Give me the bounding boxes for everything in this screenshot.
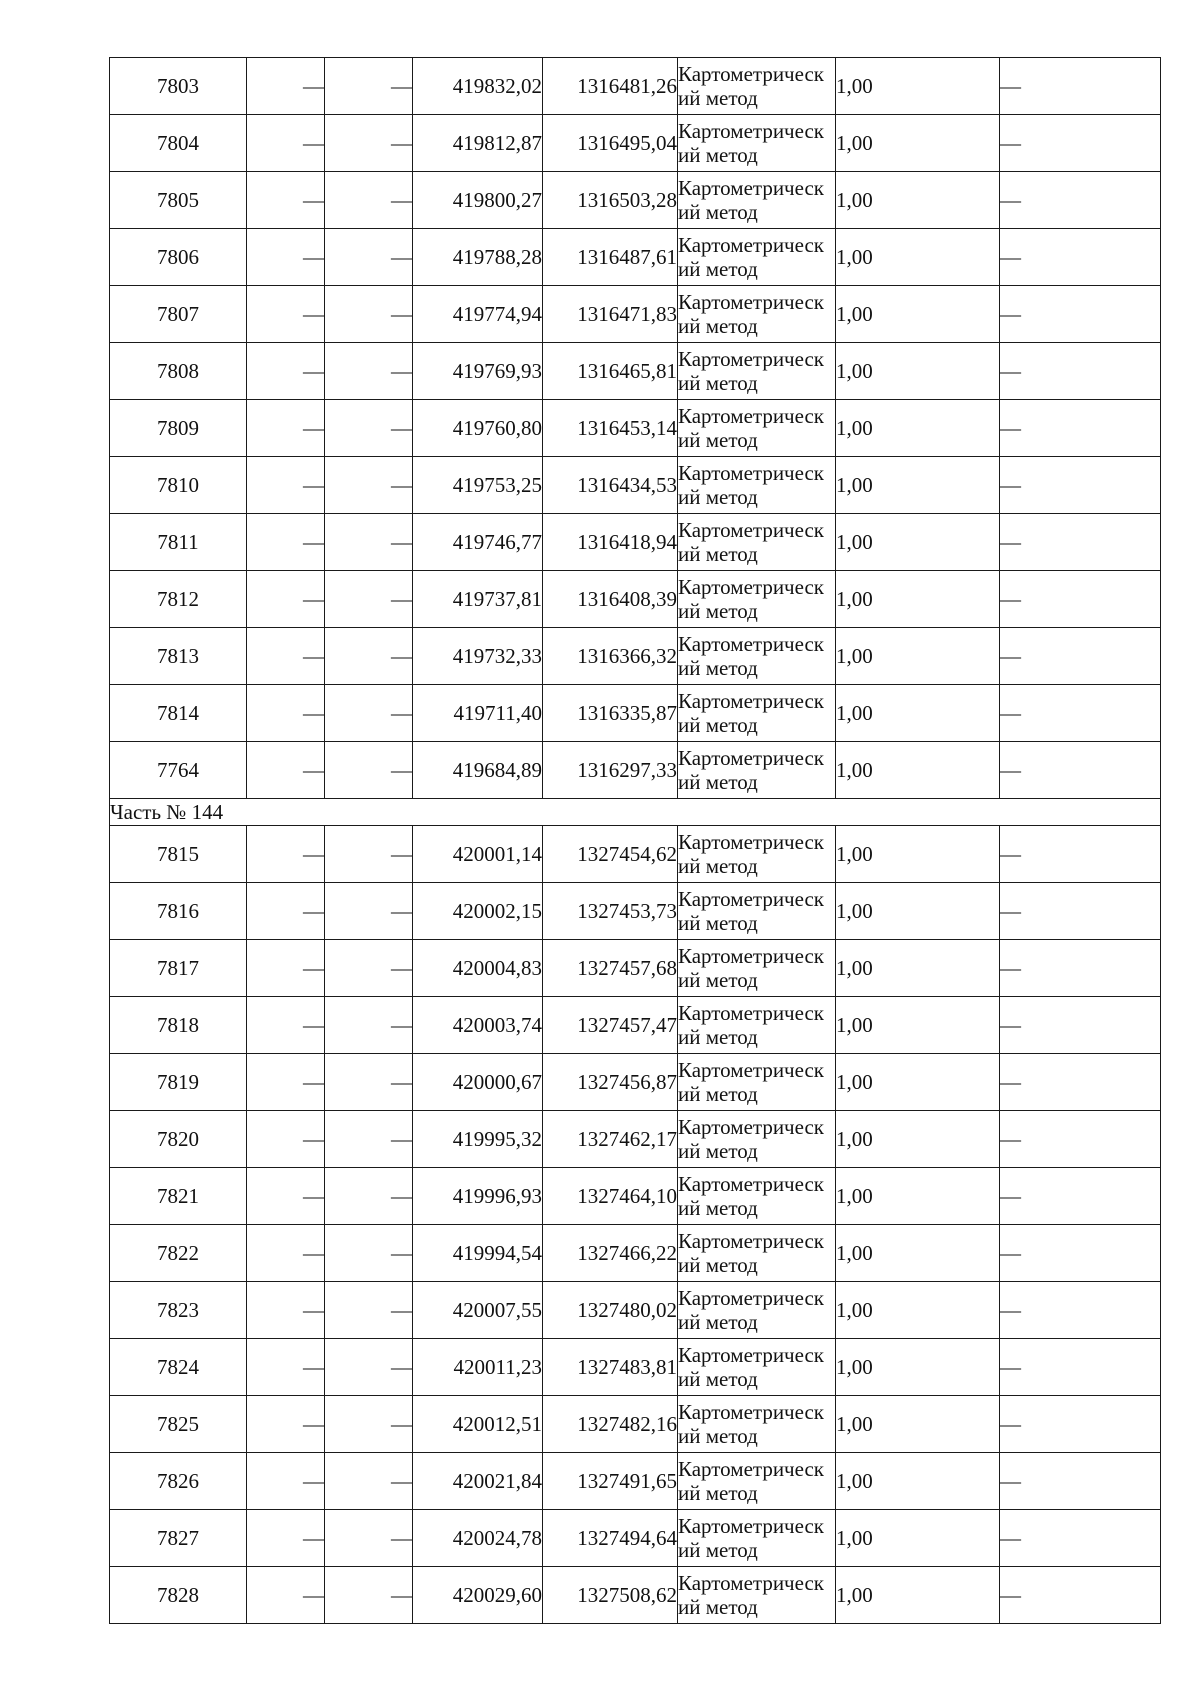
x-coordinate-cell: 420021,84 — [413, 1453, 543, 1510]
table-row — [110, 1453, 1161, 1510]
y-coordinate-cell: 1316366,32 — [543, 628, 678, 685]
dash-cell: — — [247, 1111, 325, 1168]
x-coordinate-cell: 420029,60 — [413, 1567, 543, 1624]
accuracy-cell: 1,00 — [836, 343, 1000, 400]
method-cell: Картометрический метод — [678, 883, 836, 940]
table-row — [110, 514, 1161, 571]
y-coordinate-cell: 1327457,47 — [543, 997, 678, 1054]
table-row — [110, 940, 1161, 997]
dash-cell: — — [325, 940, 413, 997]
method-cell: Картометрический метод — [678, 229, 836, 286]
point-number-cell: 7822 — [110, 1225, 247, 1282]
description-cell: — — [1000, 826, 1161, 883]
accuracy-cell: 1,00 — [836, 826, 1000, 883]
dash-cell: — — [247, 457, 325, 514]
x-coordinate-cell: 419684,89 — [413, 742, 543, 799]
method-cell: Картометрический метод — [678, 115, 836, 172]
accuracy-cell: 1,00 — [836, 400, 1000, 457]
dash-cell: — — [247, 172, 325, 229]
dash-cell: — — [247, 343, 325, 400]
point-number-cell: 7813 — [110, 628, 247, 685]
accuracy-cell: 1,00 — [836, 742, 1000, 799]
table-row — [110, 1510, 1161, 1567]
point-number-cell: 7808 — [110, 343, 247, 400]
point-number-cell: 7812 — [110, 571, 247, 628]
dash-cell: — — [247, 514, 325, 571]
point-number-cell: 7807 — [110, 286, 247, 343]
dash-cell: — — [325, 229, 413, 286]
dash-cell: — — [325, 685, 413, 742]
dash-cell: — — [247, 997, 325, 1054]
y-coordinate-cell: 1316453,14 — [543, 400, 678, 457]
point-number-cell: 7826 — [110, 1453, 247, 1510]
x-coordinate-cell: 420000,67 — [413, 1054, 543, 1111]
accuracy-cell: 1,00 — [836, 1567, 1000, 1624]
x-coordinate-cell: 420024,78 — [413, 1510, 543, 1567]
dash-cell: — — [247, 571, 325, 628]
description-cell: — — [1000, 58, 1161, 115]
y-coordinate-cell: 1327456,87 — [543, 1054, 678, 1111]
accuracy-cell: 1,00 — [836, 571, 1000, 628]
description-cell: — — [1000, 1054, 1161, 1111]
method-cell: Картометрический метод — [678, 1282, 836, 1339]
accuracy-cell: 1,00 — [836, 229, 1000, 286]
accuracy-cell: 1,00 — [836, 1453, 1000, 1510]
dash-cell: — — [247, 1168, 325, 1225]
dash-cell: — — [325, 1567, 413, 1624]
table-row — [110, 1054, 1161, 1111]
part-label: Часть № 144 — [110, 799, 1161, 826]
y-coordinate-cell: 1316503,28 — [543, 172, 678, 229]
x-coordinate-cell: 419994,54 — [413, 1225, 543, 1282]
x-coordinate-cell: 419832,02 — [413, 58, 543, 115]
dash-cell: — — [325, 883, 413, 940]
dash-cell: — — [247, 400, 325, 457]
method-cell: Картометрический метод — [678, 286, 836, 343]
dash-cell: — — [247, 1453, 325, 1510]
table-row — [110, 229, 1161, 286]
dash-cell: — — [325, 1054, 413, 1111]
method-cell: Картометрический метод — [678, 997, 836, 1054]
x-coordinate-cell: 420007,55 — [413, 1282, 543, 1339]
accuracy-cell: 1,00 — [836, 1396, 1000, 1453]
accuracy-cell: 1,00 — [836, 1225, 1000, 1282]
description-cell: — — [1000, 571, 1161, 628]
y-coordinate-cell: 1316481,26 — [543, 58, 678, 115]
point-number-cell: 7819 — [110, 1054, 247, 1111]
dash-cell: — — [247, 742, 325, 799]
table-row — [110, 628, 1161, 685]
description-cell: — — [1000, 400, 1161, 457]
table-row — [110, 1111, 1161, 1168]
method-cell: Картометрический метод — [678, 628, 836, 685]
dash-cell: — — [325, 628, 413, 685]
x-coordinate-cell: 420004,83 — [413, 940, 543, 997]
y-coordinate-cell: 1327482,16 — [543, 1396, 678, 1453]
table-row — [110, 343, 1161, 400]
dash-cell: — — [325, 457, 413, 514]
table-row — [110, 997, 1161, 1054]
y-coordinate-cell: 1327453,73 — [543, 883, 678, 940]
description-cell: — — [1000, 1282, 1161, 1339]
table-row — [110, 1567, 1161, 1624]
dash-cell: — — [247, 1567, 325, 1624]
table-row — [110, 1396, 1161, 1453]
method-cell: Картометрический метод — [678, 1453, 836, 1510]
accuracy-cell: 1,00 — [836, 628, 1000, 685]
description-cell: — — [1000, 1111, 1161, 1168]
description-cell: — — [1000, 997, 1161, 1054]
x-coordinate-cell: 419996,93 — [413, 1168, 543, 1225]
point-number-cell: 7818 — [110, 997, 247, 1054]
method-cell: Картометрический метод — [678, 58, 836, 115]
accuracy-cell: 1,00 — [836, 457, 1000, 514]
x-coordinate-cell: 419995,32 — [413, 1111, 543, 1168]
description-cell: — — [1000, 115, 1161, 172]
point-number-cell: 7827 — [110, 1510, 247, 1567]
y-coordinate-cell: 1327480,02 — [543, 1282, 678, 1339]
method-cell: Картометрический метод — [678, 1396, 836, 1453]
dash-cell: — — [247, 1282, 325, 1339]
method-cell: Картометрический метод — [678, 826, 836, 883]
coordinates-table — [109, 57, 1161, 1624]
method-cell: Картометрический метод — [678, 1339, 836, 1396]
x-coordinate-cell: 419800,27 — [413, 172, 543, 229]
point-number-cell: 7809 — [110, 400, 247, 457]
x-coordinate-cell: 420002,15 — [413, 883, 543, 940]
accuracy-cell: 1,00 — [836, 286, 1000, 343]
description-cell: — — [1000, 514, 1161, 571]
dash-cell: — — [325, 514, 413, 571]
point-number-cell: 7817 — [110, 940, 247, 997]
accuracy-cell: 1,00 — [836, 172, 1000, 229]
description-cell: — — [1000, 229, 1161, 286]
table-row — [110, 457, 1161, 514]
table-row — [110, 286, 1161, 343]
dash-cell: — — [325, 1225, 413, 1282]
dash-cell: — — [325, 1339, 413, 1396]
description-cell: — — [1000, 1339, 1161, 1396]
table-row — [110, 1225, 1161, 1282]
description-cell: — — [1000, 742, 1161, 799]
x-coordinate-cell: 419788,28 — [413, 229, 543, 286]
dash-cell: — — [247, 940, 325, 997]
accuracy-cell: 1,00 — [836, 514, 1000, 571]
y-coordinate-cell: 1327462,17 — [543, 1111, 678, 1168]
dash-cell: — — [325, 826, 413, 883]
table-row — [110, 1168, 1161, 1225]
x-coordinate-cell: 419732,33 — [413, 628, 543, 685]
y-coordinate-cell: 1327508,62 — [543, 1567, 678, 1624]
description-cell: — — [1000, 1567, 1161, 1624]
dash-cell: — — [325, 1168, 413, 1225]
point-number-cell: 7806 — [110, 229, 247, 286]
method-cell: Картометрический метод — [678, 940, 836, 997]
y-coordinate-cell: 1316418,94 — [543, 514, 678, 571]
accuracy-cell: 1,00 — [836, 115, 1000, 172]
description-cell: — — [1000, 457, 1161, 514]
table-row — [110, 571, 1161, 628]
point-number-cell: 7803 — [110, 58, 247, 115]
description-cell: — — [1000, 172, 1161, 229]
x-coordinate-cell: 419746,77 — [413, 514, 543, 571]
point-number-cell: 7825 — [110, 1396, 247, 1453]
description-cell: — — [1000, 883, 1161, 940]
dash-cell: — — [325, 400, 413, 457]
table-row — [110, 685, 1161, 742]
accuracy-cell: 1,00 — [836, 1168, 1000, 1225]
accuracy-cell: 1,00 — [836, 940, 1000, 997]
dash-cell: — — [247, 286, 325, 343]
y-coordinate-cell: 1327464,10 — [543, 1168, 678, 1225]
point-number-cell: 7820 — [110, 1111, 247, 1168]
method-cell: Картометрический метод — [678, 400, 836, 457]
point-number-cell: 7810 — [110, 457, 247, 514]
point-number-cell: 7821 — [110, 1168, 247, 1225]
table-row — [110, 1339, 1161, 1396]
y-coordinate-cell: 1316471,83 — [543, 286, 678, 343]
method-cell: Картометрический метод — [678, 343, 836, 400]
accuracy-cell: 1,00 — [836, 58, 1000, 115]
table-row — [110, 172, 1161, 229]
description-cell: — — [1000, 1396, 1161, 1453]
dash-cell: — — [325, 286, 413, 343]
dash-cell: — — [325, 115, 413, 172]
dash-cell: — — [325, 1111, 413, 1168]
point-number-cell: 7814 — [110, 685, 247, 742]
dash-cell: — — [325, 1282, 413, 1339]
y-coordinate-cell: 1316408,39 — [543, 571, 678, 628]
description-cell: — — [1000, 685, 1161, 742]
y-coordinate-cell: 1316335,87 — [543, 685, 678, 742]
table-row — [110, 742, 1161, 799]
description-cell: — — [1000, 1225, 1161, 1282]
description-cell: — — [1000, 628, 1161, 685]
y-coordinate-cell: 1316465,81 — [543, 343, 678, 400]
method-cell: Картометрический метод — [678, 1567, 836, 1624]
dash-cell: — — [247, 1339, 325, 1396]
accuracy-cell: 1,00 — [836, 1282, 1000, 1339]
y-coordinate-cell: 1316495,04 — [543, 115, 678, 172]
description-cell: — — [1000, 1510, 1161, 1567]
description-cell: — — [1000, 940, 1161, 997]
point-number-cell: 7823 — [110, 1282, 247, 1339]
part-header-row — [110, 799, 1161, 826]
dash-cell: — — [247, 1396, 325, 1453]
method-cell: Картометрический метод — [678, 571, 836, 628]
point-number-cell: 7804 — [110, 115, 247, 172]
accuracy-cell: 1,00 — [836, 1054, 1000, 1111]
accuracy-cell: 1,00 — [836, 1510, 1000, 1567]
point-number-cell: 7811 — [110, 514, 247, 571]
point-number-cell: 7805 — [110, 172, 247, 229]
x-coordinate-cell: 419769,93 — [413, 343, 543, 400]
method-cell: Картометрический метод — [678, 514, 836, 571]
dash-cell: — — [325, 343, 413, 400]
method-cell: Картометрический метод — [678, 742, 836, 799]
x-coordinate-cell: 419812,87 — [413, 115, 543, 172]
method-cell: Картометрический метод — [678, 1225, 836, 1282]
y-coordinate-cell: 1327454,62 — [543, 826, 678, 883]
dash-cell: — — [247, 115, 325, 172]
y-coordinate-cell: 1316434,53 — [543, 457, 678, 514]
dash-cell: — — [247, 58, 325, 115]
accuracy-cell: 1,00 — [836, 1111, 1000, 1168]
dash-cell: — — [325, 1510, 413, 1567]
method-cell: Картометрический метод — [678, 685, 836, 742]
point-number-cell: 7815 — [110, 826, 247, 883]
dash-cell: — — [247, 685, 325, 742]
dash-cell: — — [247, 883, 325, 940]
y-coordinate-cell: 1327483,81 — [543, 1339, 678, 1396]
point-number-cell: 7824 — [110, 1339, 247, 1396]
dash-cell: — — [325, 58, 413, 115]
table-row — [110, 400, 1161, 457]
accuracy-cell: 1,00 — [836, 1339, 1000, 1396]
table-row — [110, 58, 1161, 115]
y-coordinate-cell: 1316487,61 — [543, 229, 678, 286]
dash-cell: — — [247, 229, 325, 286]
dash-cell: — — [325, 742, 413, 799]
method-cell: Картометрический метод — [678, 1111, 836, 1168]
point-number-cell: 7764 — [110, 742, 247, 799]
description-cell: — — [1000, 1453, 1161, 1510]
accuracy-cell: 1,00 — [836, 883, 1000, 940]
y-coordinate-cell: 1327491,65 — [543, 1453, 678, 1510]
y-coordinate-cell: 1316297,33 — [543, 742, 678, 799]
method-cell: Картометрический метод — [678, 1054, 836, 1111]
method-cell: Картометрический метод — [678, 457, 836, 514]
x-coordinate-cell: 419774,94 — [413, 286, 543, 343]
point-number-cell: 7816 — [110, 883, 247, 940]
accuracy-cell: 1,00 — [836, 997, 1000, 1054]
dash-cell: — — [247, 1225, 325, 1282]
table-row — [110, 883, 1161, 940]
x-coordinate-cell: 419737,81 — [413, 571, 543, 628]
y-coordinate-cell: 1327457,68 — [543, 940, 678, 997]
x-coordinate-cell: 419711,40 — [413, 685, 543, 742]
description-cell: — — [1000, 343, 1161, 400]
table-row — [110, 826, 1161, 883]
x-coordinate-cell: 420011,23 — [413, 1339, 543, 1396]
table-body — [110, 58, 1161, 1624]
x-coordinate-cell: 420012,51 — [413, 1396, 543, 1453]
accuracy-cell: 1,00 — [836, 685, 1000, 742]
description-cell: — — [1000, 286, 1161, 343]
x-coordinate-cell: 420001,14 — [413, 826, 543, 883]
dash-cell: — — [247, 1510, 325, 1567]
dash-cell: — — [325, 1453, 413, 1510]
description-cell: — — [1000, 1168, 1161, 1225]
table-row — [110, 1282, 1161, 1339]
x-coordinate-cell: 419760,80 — [413, 400, 543, 457]
dash-cell: — — [325, 571, 413, 628]
dash-cell: — — [247, 1054, 325, 1111]
table-row — [110, 115, 1161, 172]
dash-cell: — — [247, 628, 325, 685]
y-coordinate-cell: 1327494,64 — [543, 1510, 678, 1567]
dash-cell: — — [247, 826, 325, 883]
method-cell: Картометрический метод — [678, 1510, 836, 1567]
method-cell: Картометрический метод — [678, 172, 836, 229]
dash-cell: — — [325, 172, 413, 229]
method-cell: Картометрический метод — [678, 1168, 836, 1225]
point-number-cell: 7828 — [110, 1567, 247, 1624]
dash-cell: — — [325, 1396, 413, 1453]
y-coordinate-cell: 1327466,22 — [543, 1225, 678, 1282]
x-coordinate-cell: 419753,25 — [413, 457, 543, 514]
dash-cell: — — [325, 997, 413, 1054]
x-coordinate-cell: 420003,74 — [413, 997, 543, 1054]
